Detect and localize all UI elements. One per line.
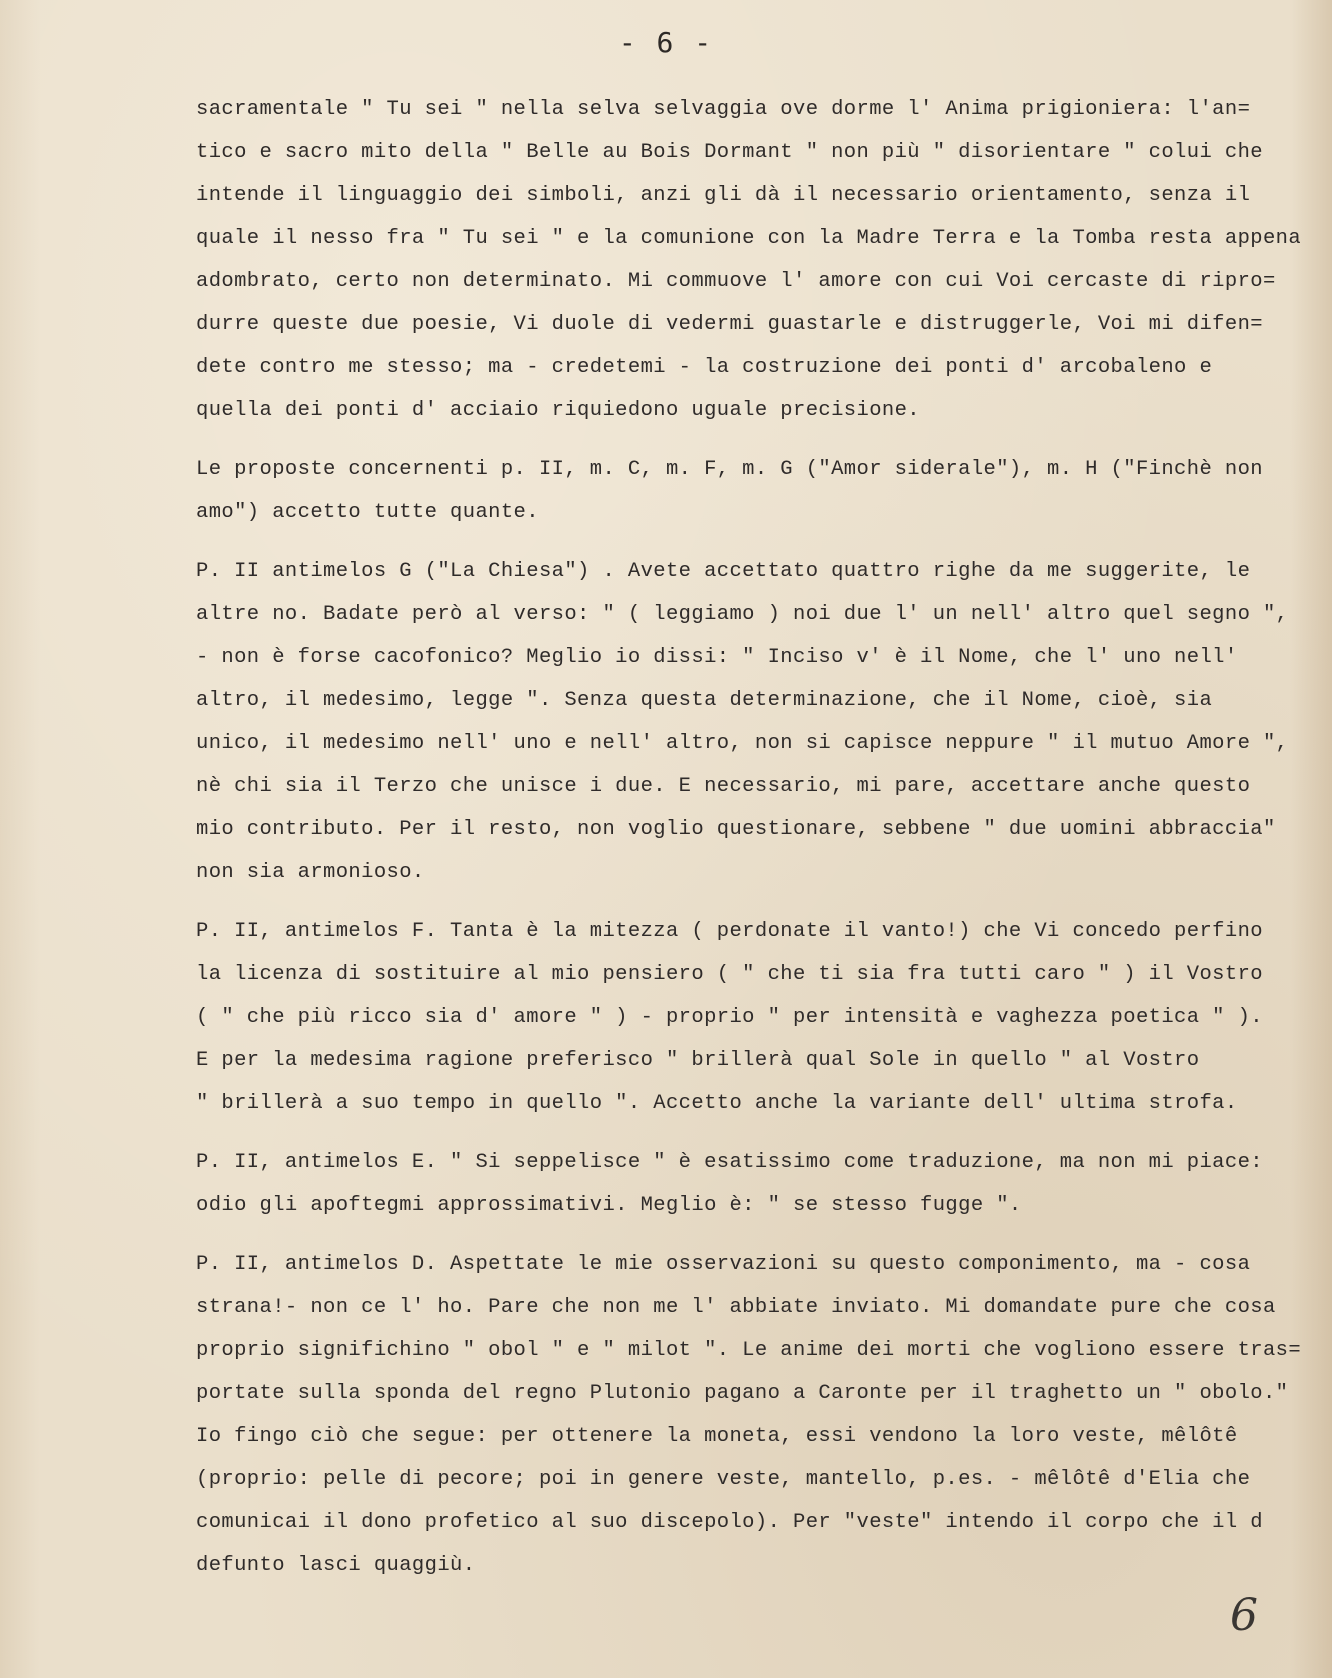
- text-line: non sia armonioso.: [196, 861, 425, 884]
- text-line: nè chi sia il Terzo che unisce i due. E necessario, mi pare, accettare anche questo: [196, 775, 1251, 798]
- paragraph: [196, 550, 1296, 894]
- text-line: " brillerà a suo tempo in quello ". Accetto anche la variante dell' ultima strofa.: [196, 1092, 1238, 1115]
- text-line: dete contro me stesso; ma - credetemi - la costruzione dei ponti d' arcobaleno e: [196, 356, 1213, 379]
- text-line: portate sulla sponda del regno Plutonio pagano a Caronte per il traghetto un " obolo.": [196, 1382, 1289, 1405]
- text-line: quale il nesso fra " Tu sei " e la comunione con la Madre Terra e la Tomba resta appena: [196, 227, 1302, 250]
- text-line: ( " che più ricco sia d' amore " ) - proprio " per intensità e vaghezza poetica " ).: [196, 1006, 1263, 1029]
- paragraph-gap: [196, 1227, 1296, 1243]
- handwritten-page-number: 6: [1230, 1590, 1258, 1641]
- text-line: comunicai il dono profetico al suo discepolo). Per "veste" intendo il corpo che il d: [196, 1511, 1263, 1534]
- paragraph-gap: [196, 432, 1296, 448]
- paragraph: [196, 1243, 1302, 1587]
- text-line: odio gli apoftegmi approssimativi. Meglio è: " se stesso fugge ".: [196, 1194, 1022, 1217]
- text-line: quella dei ponti d' acciaio riquiedono uguale precisione.: [196, 399, 921, 422]
- text-line: - non è forse cacofonico? Meglio io dissi: " Inciso v' è il Nome, che l' uno nell': [196, 646, 1238, 669]
- text-line: proprio significhino " obol " e " milot ". Le anime dei morti che vogliono essere tras=: [196, 1339, 1302, 1362]
- page-number: - 6 -: [618, 26, 714, 59]
- text-line: durre queste due poesie, Vi duole di vedermi guastarle e distruggerle, Voi mi difen=: [196, 313, 1263, 336]
- text-line: defunto lasci quaggiù.: [196, 1554, 476, 1577]
- text-line: tico e sacro mito della " Belle au Bois Dormant " non più " disorientare " colui che: [196, 141, 1263, 164]
- paragraph: [196, 88, 1302, 432]
- text-line: P. II antimelos G ("La Chiesa") . Avete accettato quattro righe da me suggerite, le: [196, 560, 1251, 583]
- paragraph: [196, 1141, 1296, 1227]
- text-line: E per la medesima ragione preferisco " brillerà qual Sole in quello " al Vostro: [196, 1049, 1200, 1072]
- text-line: mio contributo. Per il resto, non voglio questionare, sebbene " due uomini abbraccia": [196, 818, 1276, 841]
- text-line: (proprio: pelle di pecore; poi in genere veste, mantello, p.es. - mêlôtê d'Elia che: [196, 1468, 1251, 1491]
- paragraph: [196, 448, 1296, 534]
- text-line: altre no. Badate però al verso: " ( leggiamo ) noi due l' un nell' altro quel segno ",: [196, 603, 1289, 626]
- text-line: strana!- non ce l' ho. Pare che non me l' abbiate inviato. Mi domandate pure che cosa: [196, 1296, 1276, 1319]
- text-line: P. II, antimelos D. Aspettate le mie osservazioni su questo componimento, ma - cosa: [196, 1253, 1251, 1276]
- text-line: intende il linguaggio dei simboli, anzi gli dà il necessario orientamento, senza il: [196, 184, 1251, 207]
- text-line: unico, il medesimo nell' uno e nell' altro, non si capisce neppure " il mutuo Amore ",: [196, 732, 1289, 755]
- text-line: amo") accetto tutte quante.: [196, 501, 539, 524]
- paragraph-gap: [196, 534, 1296, 550]
- text-line: Io fingo ciò che segue: per ottenere la moneta, essi vendono la loro veste, mêlôtê: [196, 1425, 1238, 1448]
- text-line: P. II, antimelos F. Tanta è la mitezza ( perdonate il vanto!) che Vi concedo perfino: [196, 920, 1263, 943]
- text-line: Le proposte concernenti p. II, m. C, m. F, m. G ("Amor siderale"), m. H ("Finchè non: [196, 458, 1263, 481]
- paragraph: [196, 910, 1296, 1125]
- text-line: altro, il medesimo, legge ". Senza questa determinazione, che il Nome, cioè, sia: [196, 689, 1213, 712]
- text-line: sacramentale " Tu sei " nella selva selvaggia ove dorme l' Anima prigioniera: l'an=: [196, 98, 1251, 121]
- letter-body: [196, 88, 1302, 1587]
- paragraph-gap: [196, 894, 1296, 910]
- paragraph-gap: [196, 1125, 1296, 1141]
- text-line: P. II, antimelos E. " Si seppelisce " è esatissimo come traduzione, ma non mi piace:: [196, 1151, 1263, 1174]
- text-line: adombrato, certo non determinato. Mi commuove l' amore con cui Voi cercaste di ripro=: [196, 270, 1276, 293]
- text-line: la licenza di sostituire al mio pensiero ( " che ti sia fra tutti caro " ) il Vostro: [196, 963, 1263, 986]
